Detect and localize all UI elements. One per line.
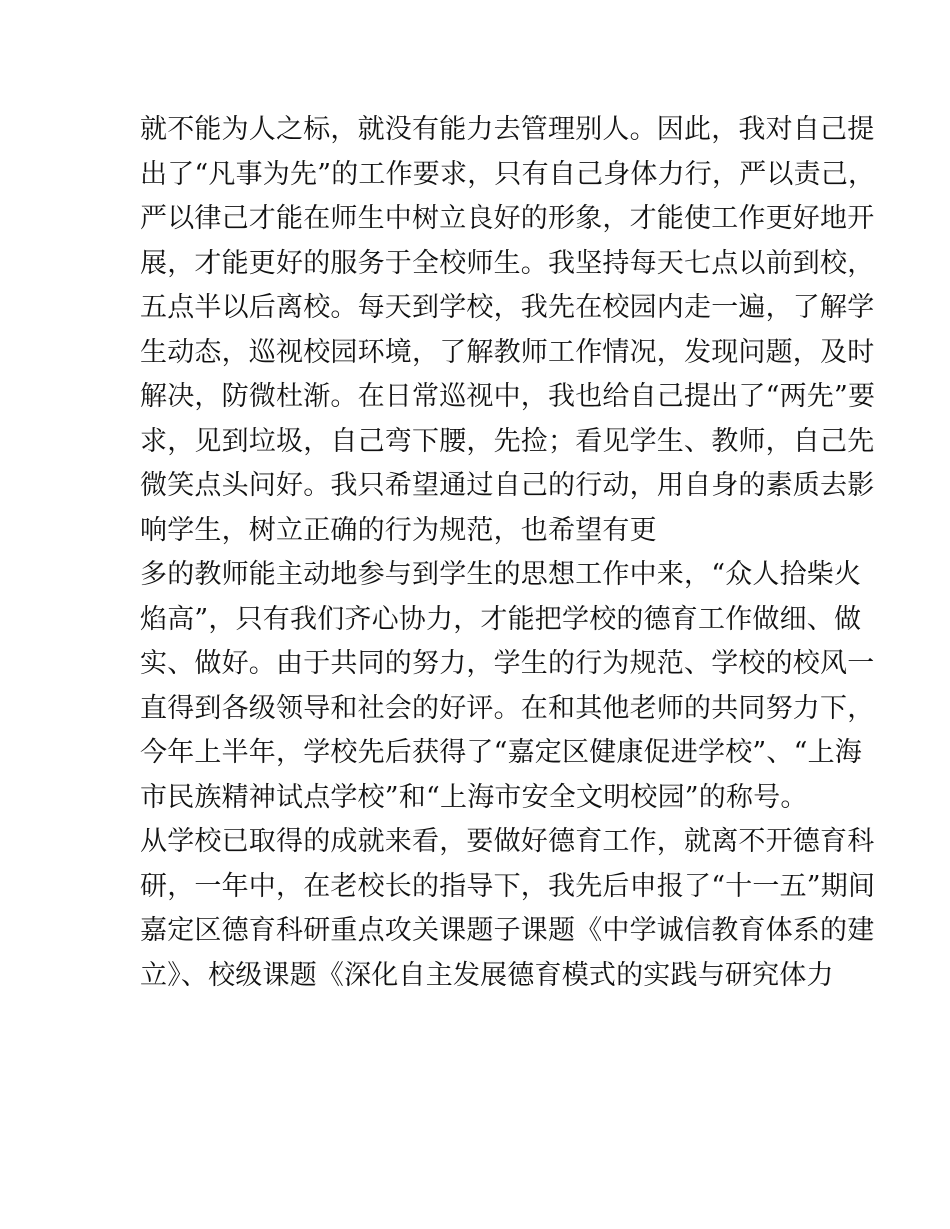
body-text (140, 108, 876, 998)
text-line: 嘉定区德育科研重点攻关课题子课题《中学诚信教育体系的建 (140, 915, 875, 946)
text-line: 严以律己才能在师生中树立良好的形象，才能使工作更好地开 (140, 203, 875, 234)
text-line: 今年上半年，学校先后获得了“嘉定区健康促进学校”、“上海 (140, 737, 863, 768)
text-line: 研，一年中，在老校长的指导下，我先后申报了“十一五”期间 (140, 870, 876, 902)
text-line: 直得到各级领导和社会的好评。在和其他老师的共同努力下， (140, 692, 875, 724)
text-line: 五点半以后离校。每天到学校，我先在校园内走一遍，了解学 (140, 292, 875, 323)
text-line: 从学校已取得的成就来看，要做好德育工作，就离不开德育科 (140, 826, 875, 857)
text-line: 微笑点头问好。我只希望通过自己的行动，用自身的素质去影 (140, 470, 875, 501)
text-line: 市民族精神试点学校”和“上海市安全文明校园”的称号。 (140, 781, 808, 813)
text-line: 立》、校级课题《深化自主发展德育模式的实践与研究体力 (140, 959, 834, 991)
text-line: 展，才能更好的服务于全校师生。我坚持每天七点以前到校， (140, 247, 875, 279)
text-line: 解决，防微杜渐。在日常巡视中，我也给自己提出了“两先”要 (140, 381, 876, 412)
text-line: 出了“凡事为先”的工作要求，只有自己身体力行，严以责己， (140, 158, 876, 190)
text-line: 焰高”，只有我们齐心协力，才能把学校的德育工作做细、做 (140, 603, 862, 635)
text-line: 响学生，树立正确的行为规范，也希望有更 (140, 514, 657, 546)
text-line: 实、做好。由于共同的努力，学生的行为规范、学校的校风一 (140, 648, 875, 679)
text-line: 就不能为人之标，就没有能力去管理别人。因此，我对自己提 (140, 114, 875, 145)
text-line: 生动态，巡视校园环境，了解教师工作情况，发现问题，及时 (140, 336, 875, 368)
text-line: 求，见到垃圾，自己弯下腰，先捡；看见学生、教师，自己先 (140, 425, 875, 457)
text-line: 多的教师能主动地参与到学生的思想工作中来，“众人拾柴火 (140, 559, 862, 590)
